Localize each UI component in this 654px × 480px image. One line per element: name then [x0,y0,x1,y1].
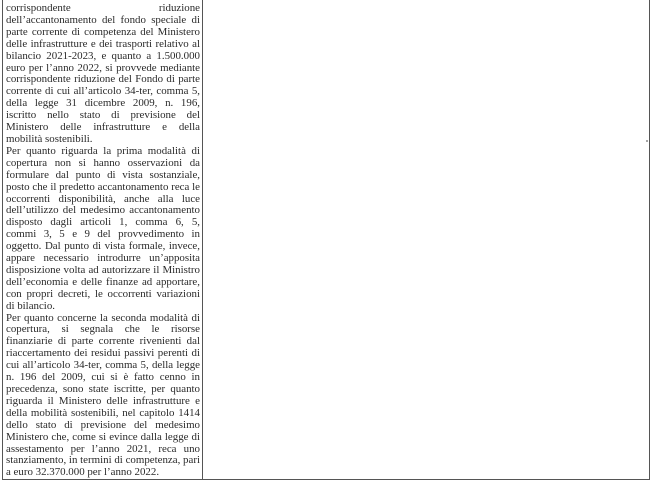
paragraph-1: corrispondente riduzione dell’accantonamento del fondo speciale di parte corrente di competenza del Ministero delle infrastrutture e dei trasporti relativo al bilancio 2021-2023, e quanto a 1.500.000 euro per l’anno 2022, si provvede mediante corrispondente riduzione del Fondo di parte corrente di cui all’articolo 34-ter, comma 5, della legge 31 dicembre 2009, n. 196, iscritto nello stato di previsione del Ministero delle infrastrutture e della mobilità sostenibili. [6,2,200,145]
table-row [3,0,650,480]
paragraph-2: Per quanto riguarda la prima modalità di copertura non si hanno osservazioni da formulare dal punto di vista sostanziale, posto che il predetto accantonamento reca le occorrenti disponibilità, anche alla luce dell’utilizzo del medesimo accantonamento disposto dagli articoli 1, comma 6, 5, commi 3, 5 e 9 del provvedimento in oggetto. Dal punto di vista formale, invece, appare necessario introdurre un’apposita disposizione volta ad autorizzare il Ministro dell’economia e delle finanze ad apportare, con propri decreti, le occorrenti variazioni di bilancio. [6,144,200,312]
document-table [2,0,650,480]
scan-speck [646,140,648,142]
cell-text [3,0,202,479]
paragraph-3: Per quanto concerne la seconda modalità di copertura, si segnala che le risorse finanziarie di parte corrente rivenienti dal riaccertamento dei residui passivi perenti di cui all’articolo 34-ter, comma 5, della legge n. 196 del 2009, cui si è fatto cenno in precedenza, sono state iscritte, per quanto riguarda il Ministero delle infrastrutture e della mobilità sostenibili, nel capitolo 1414 dello stato di previsione del medesimo Ministero che, come si evince dalla legge di assestamento per l’anno 2021, reca uno stanziamento, in termini di competenza, pari a euro 32.370.000 per l’anno 2022. [6,311,200,479]
left-column-cell [3,0,203,480]
right-column-cell [203,0,650,480]
